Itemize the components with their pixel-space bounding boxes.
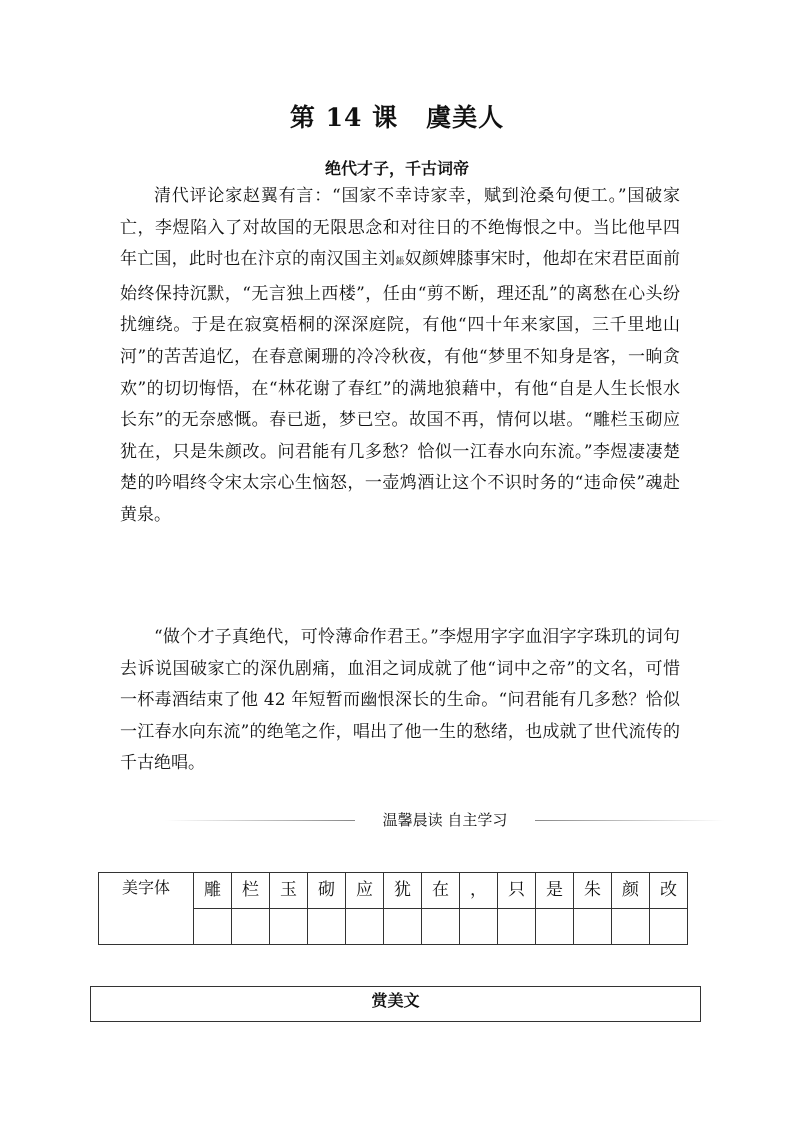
practice-char-cell: 只 — [498, 873, 536, 909]
practice-write-cell[interactable] — [536, 909, 574, 945]
practice-write-cell[interactable] — [308, 909, 346, 945]
lesson-subtitle: 绝代才子，千古词帝 — [324, 159, 469, 178]
practice-write-cell[interactable] — [232, 909, 270, 945]
section-divider — [165, 809, 725, 831]
practice-char-cell: 是 — [536, 873, 574, 909]
practice-char-cell: ， — [460, 873, 498, 909]
practice-char-cell: 犹 — [384, 873, 422, 909]
practice-char-cell: 改 — [650, 873, 688, 909]
section-divider-label: 温馨晨读 自主学习 — [379, 811, 512, 829]
practice-write-cell[interactable] — [612, 909, 650, 945]
paragraph-1-text-b: 奴颜婢膝事宋时，他却在宋君臣面前始终保持沉默，“无言独上西楼”，任由“剪不断，理还乱”的离愁在心头纷扰缠绕。于是在寂寞梧桐的深深庭院，有他“四十年来家国，三千里地山河”的苦苦追忆，在春意阑珊的冷冷秋夜，有他“梦里不知身是客，一晌贪欢”的切切悔悟，在“林花谢了春红”的满地狼藉中，有他“自是人生长恨水长东”的无奈感慨。春已逝，梦已空。故国不再，情何以堪。“雕栏玉砌应犹在，只是朱颜改。问君能有几多愁？恰似一江春水向东流。”李煜凄凄楚楚的吟唱终令宋太宗心生恼怒，一壶鸩酒让这个不识时务的“违命侯”魂赴黄泉。 — [120, 249, 680, 525]
practice-char-cell: 在 — [422, 873, 460, 909]
calligraphy-practice-table — [98, 872, 688, 945]
practice-char-cell: 栏 — [232, 873, 270, 909]
practice-char-cell: 颜 — [612, 873, 650, 909]
practice-write-cell[interactable] — [460, 909, 498, 945]
lesson-title — [0, 98, 794, 134]
practice-write-cell[interactable] — [346, 909, 384, 945]
paragraph-1-text-a: 清代评论家赵翼有言：“国家不幸诗家幸，赋到沧桑句便工。”国破家亡，李煜陷入了对故国的无限思念和对往日的不绝悔恨之中。当比他早四年亡国，此时也在汴京的南汉国主刘 — [120, 186, 680, 270]
lesson-name: 虞美人 — [426, 103, 505, 132]
appreciation-box: 赏美文 — [90, 986, 701, 1022]
practice-write-cell[interactable] — [498, 909, 536, 945]
practice-write-cell[interactable] — [384, 909, 422, 945]
paragraph-1-small-char: 鋹 — [395, 257, 405, 268]
practice-char-cell: 雕 — [194, 873, 232, 909]
practice-char-row — [99, 873, 688, 909]
practice-write-cell[interactable] — [422, 909, 460, 945]
practice-write-cell[interactable] — [650, 909, 688, 945]
practice-table-header: 美字体 — [99, 873, 194, 945]
paragraph-2 — [120, 622, 680, 780]
practice-char-cell: 朱 — [574, 873, 612, 909]
practice-char-cell: 玉 — [270, 873, 308, 909]
practice-write-cell[interactable] — [194, 909, 232, 945]
paragraph-1 — [120, 181, 680, 532]
lesson-number: 第 14 课 — [289, 103, 399, 132]
paragraph-2-text: “做个才子真绝代，可怜薄命作君王。”李煜用字字血泪字字珠玑的词句去诉说国破家亡的深仇剧痛，血泪之词成就了他“词中之帝”的文名，可惜一杯毒酒结束了他 42 年短暂而幽恨深长的生命。“问君能有几多愁？恰似一江春水向东流”的绝笔之作，唱出了他一生的愁绪，也成就了世代流传的千古绝唱。 — [120, 627, 680, 774]
practice-char-cell: 应 — [346, 873, 384, 909]
practice-write-cell[interactable] — [574, 909, 612, 945]
practice-write-cell[interactable] — [270, 909, 308, 945]
practice-char-cell: 砌 — [308, 873, 346, 909]
